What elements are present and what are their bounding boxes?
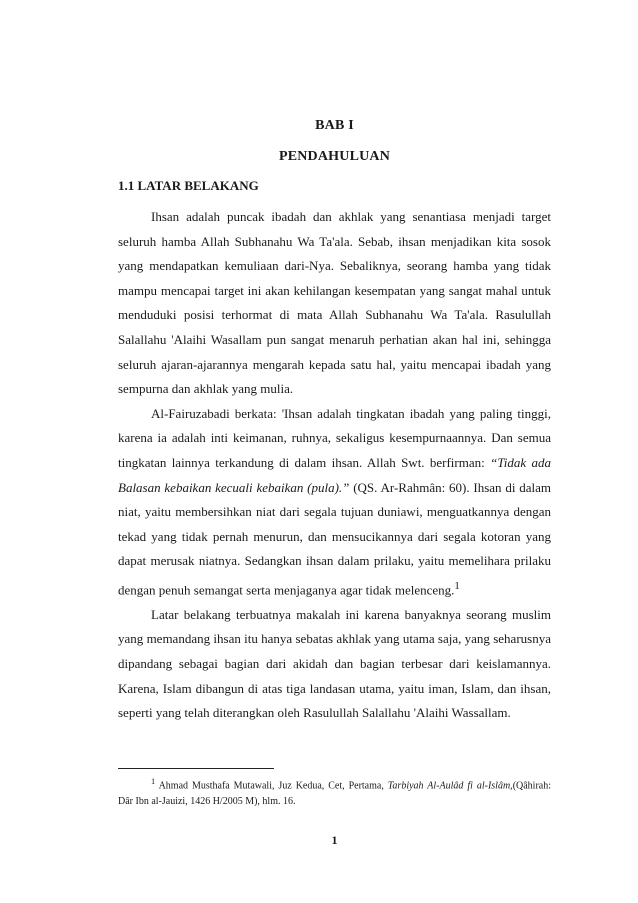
section-title: 1.1 LATAR BELAKANG bbox=[118, 178, 259, 193]
paragraph-text: Al-Fairuzabadi berkata: 'Ihsan adalah tingkatan ibadah yang paling tinggi, karena ia adalah inti keimanan, ruhnya, sekaligus kesempurnaannya. Dan semua tingkatan lainnya terkandung di dalam ihsan. Allah Swt. berfirman: bbox=[118, 405, 551, 470]
footnote-book-title: Tarbiyah Al-Aulâd fi al-Islâm, bbox=[387, 780, 513, 792]
footnote-number: 1 bbox=[151, 777, 156, 786]
quran-quote: “Tidak ada Balasan kebaikan kecuali kebaikan (pula).” bbox=[118, 454, 552, 495]
chapter-title: PENDAHULUAN bbox=[278, 149, 391, 164]
body-text bbox=[118, 205, 551, 726]
page-number: 1 bbox=[331, 833, 338, 847]
paragraph-text: Latar belakang terbuatnya makalah ini karena banyaknya seorang muslim yang memandang ihsan itu hanya sebatas akhlak yang utama saja, yang seharusnya dipandang sebagai bagian dari akidah dan bagian terbesar dari keislamannya. Karena, Islam dibangun di atas tiga landasan utama, yaitu iman, Islam, dan ihsan, seperti yang telah diterangkan oleh Rasulullah Salallahu 'Alaihi Wassallam. bbox=[118, 606, 551, 721]
body-paragraph bbox=[118, 402, 551, 603]
body-paragraph bbox=[118, 603, 551, 726]
footnote-text-before: Ahmad Musthafa Mutawali, Juz Kedua, Cet, Pertama, bbox=[155, 780, 388, 792]
body-paragraph bbox=[118, 205, 551, 402]
footnote-divider bbox=[118, 768, 274, 769]
footnote bbox=[118, 774, 551, 810]
footnote-reference: 1 bbox=[454, 579, 460, 592]
footnote-text-after: (Qâhirah: Dâr Ibn al-Jauizi, 1426 H/2005 M), hlm. 16. bbox=[118, 780, 552, 808]
chapter-label: BAB I bbox=[315, 118, 354, 133]
paragraph-text: Ihsan adalah puncak ibadah dan akhlak yang senantiasa menjadi target seluruh hamba Allah Subhanahu Wa Ta'ala. Sebab, ihsan menjadikan kita sosok yang mendapatkan kemuliaan dari-Nya. Sebaliknya, seorang hamba yang tidak mampu mencapai target ini akan kehilangan kesempatan yang sangat mahal untuk menduduki posisi terhormat di mata Allah Subhanahu Wa Ta'ala. Rasulullah Salallahu 'Alaihi Wasallam pun sangat menaruh perhatian akan hal ini, sehingga seluruh ajaran-ajarannya mengarah kepada satu hal, yaitu mencapai ibadah yang sempurna dan akhlak yang mulia. bbox=[118, 209, 551, 397]
paragraph-text: (QS. Ar-Rahmân: 60). Ihsan di dalam niat, yaitu membersihkan niat dari segala tujuan duniawi, menguatkannya dengan tekad yang tidak pernah menurun, dan mensucikannya dari segala kotoran yang dapat merusak niatnya. Sedangkan ihsan dalam prilaku, yaitu memelihara prilaku dengan penuh semangat serta menjaganya agar tidak melenceng. bbox=[118, 479, 551, 598]
